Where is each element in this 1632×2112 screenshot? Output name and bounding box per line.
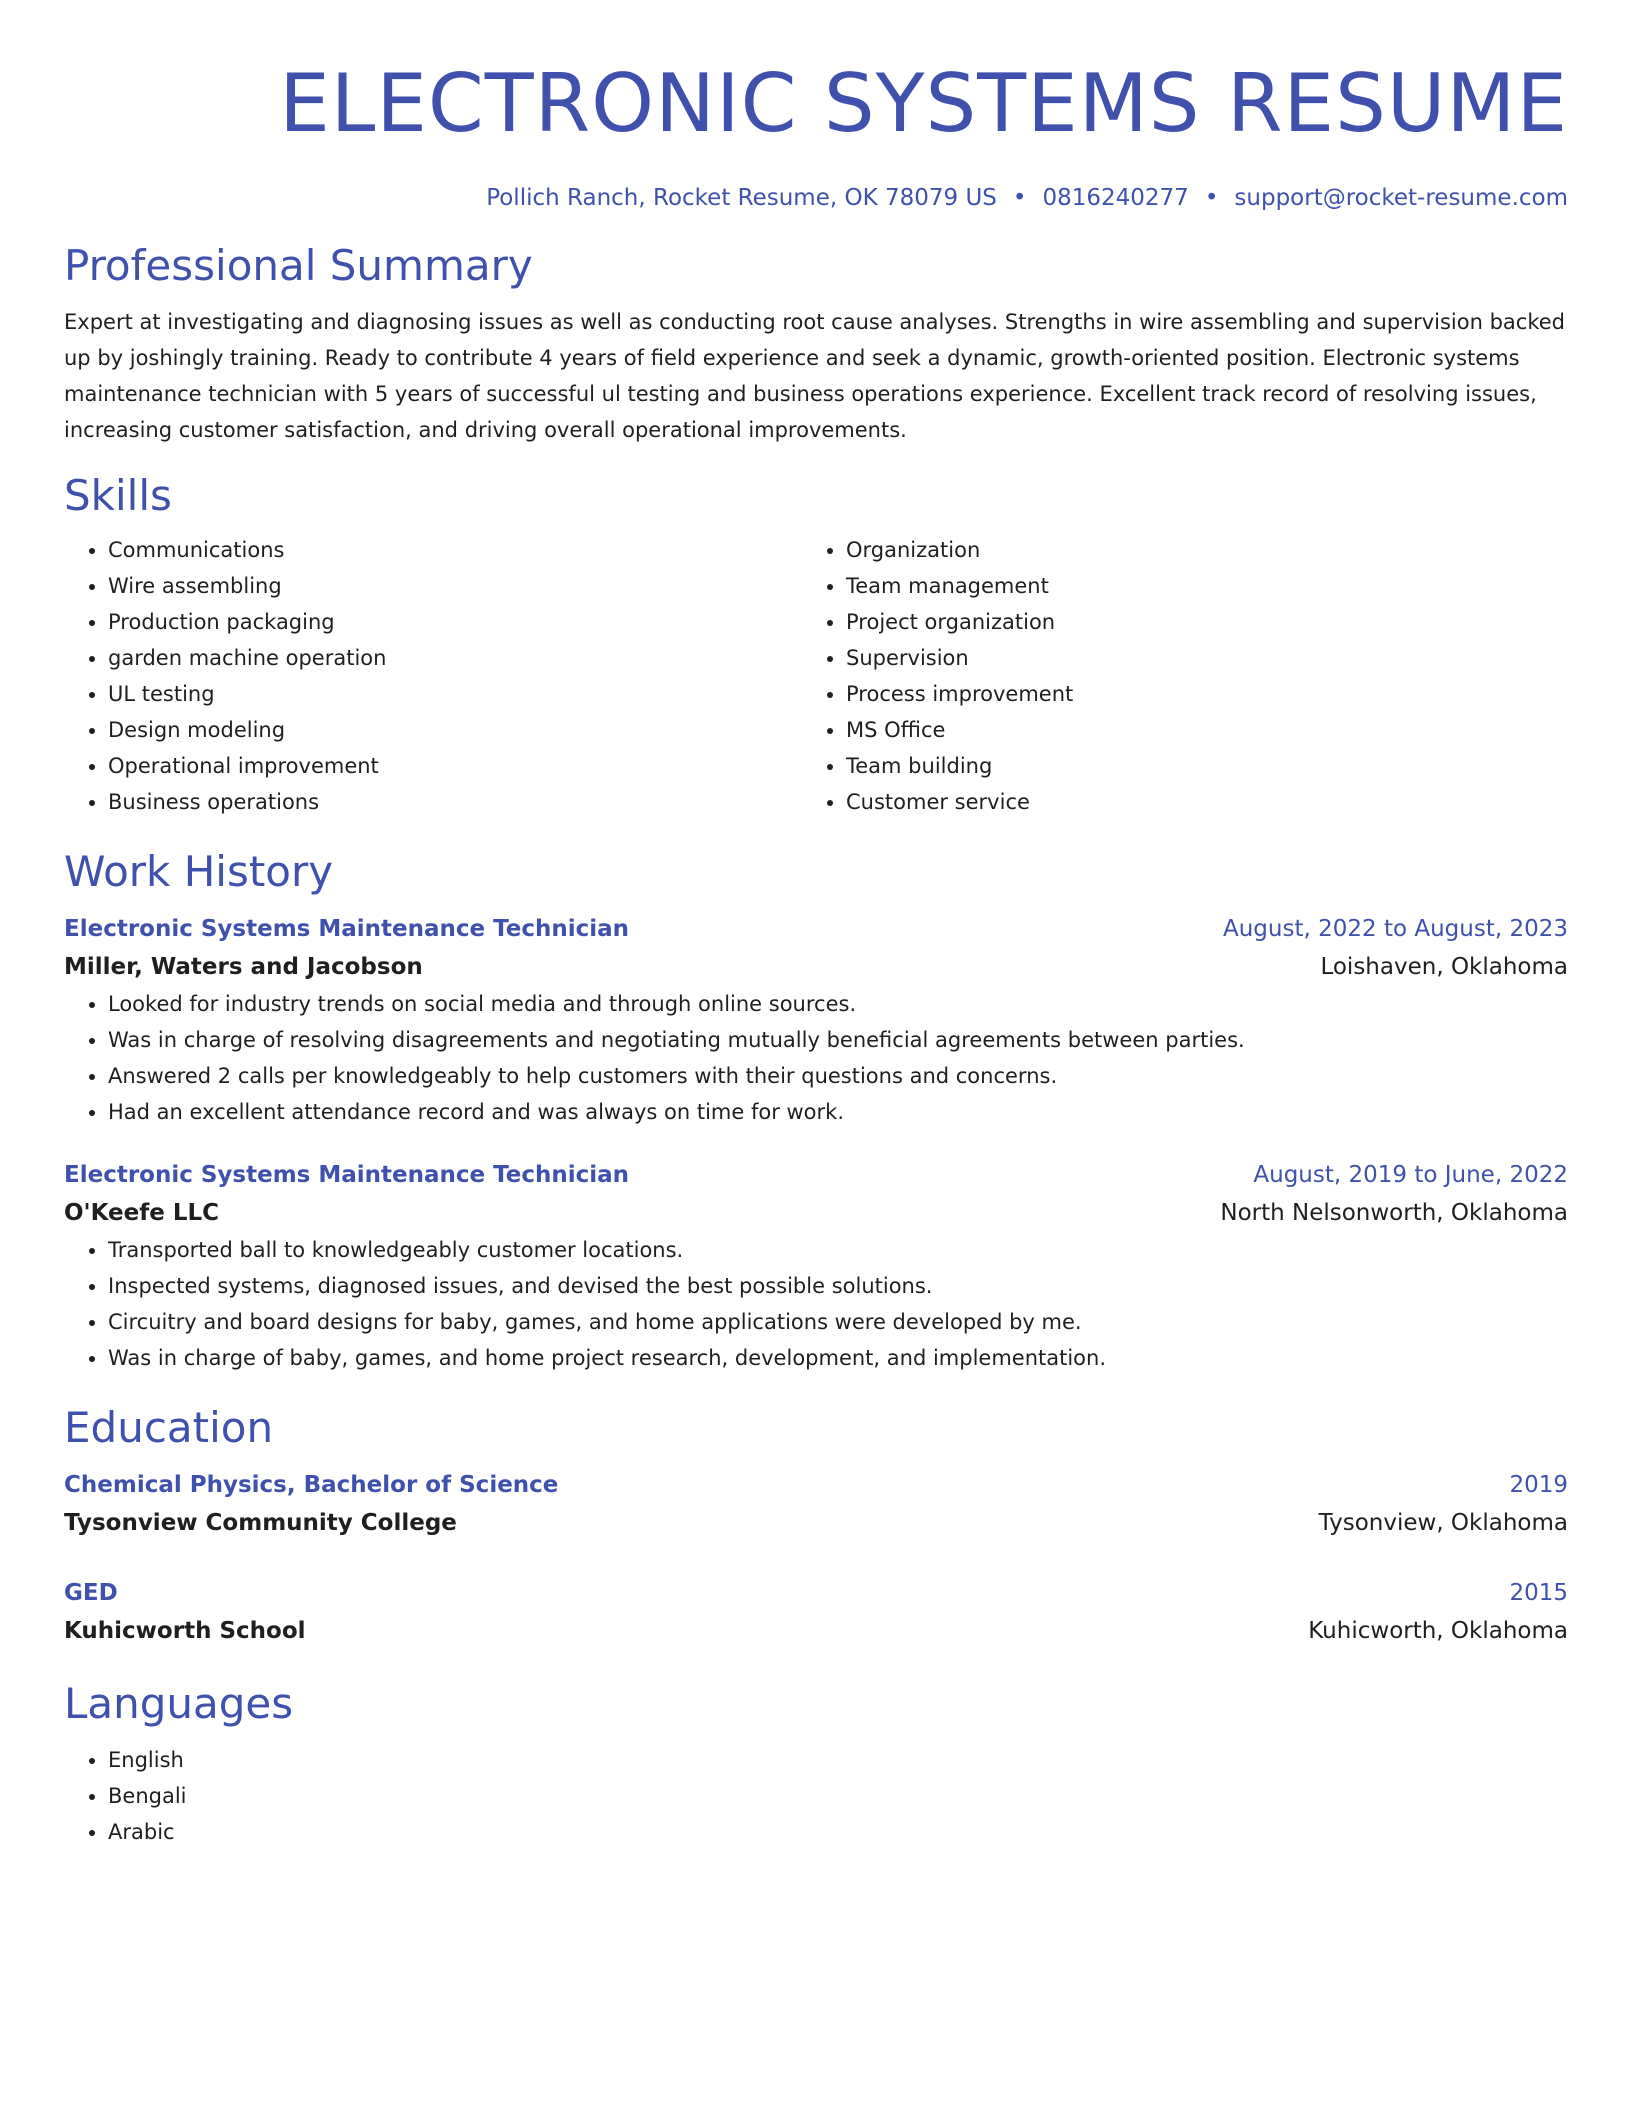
education-heading: Education <box>64 1403 274 1452</box>
language-item: • Bengali <box>108 1778 1568 1814</box>
skill-item: • garden machine operation <box>108 640 802 676</box>
job-bullet: • Answered 2 calls per knowledgeably to help customers with their questions and concerns. <box>108 1058 1568 1094</box>
skill-item: • Communications <box>108 532 802 568</box>
skill-item: • Team management <box>846 568 1540 604</box>
contact-phone: 0816240277 <box>1042 185 1189 211</box>
summary-heading: Professional Summary <box>64 241 533 290</box>
job-title-row <box>64 1156 1568 1194</box>
job-role: Electronic Systems Maintenance Technician <box>64 1162 630 1188</box>
job-bullet: • Circuitry and board designs for baby, games, and home applications were developed by me. <box>108 1304 1568 1340</box>
education-degree: GED <box>64 1580 118 1606</box>
job-location: Loishaven, Oklahoma <box>1320 954 1568 980</box>
skill-item: • Team building <box>846 748 1540 784</box>
job-role: Electronic Systems Maintenance Technician <box>64 916 630 942</box>
job-company-row <box>64 948 1568 986</box>
contact-separator: • <box>1204 185 1219 211</box>
resume-header <box>64 56 1568 214</box>
skill-item: • Design modeling <box>108 712 802 748</box>
summary-section <box>64 240 1568 448</box>
job-location: North Nelsonworth, Oklahoma <box>1220 1200 1568 1226</box>
education-school: Kuhicworth School <box>64 1618 306 1644</box>
job-bullet: • Was in charge of resolving disagreements and negotiating mutually beneficial agreements between parties. <box>108 1022 1568 1058</box>
resume-title: ELECTRONIC SYSTEMS RESUME <box>279 57 1568 150</box>
education-degree-row <box>64 1574 1568 1612</box>
education-degree-row <box>64 1466 1568 1504</box>
skill-item: • Operational improvement <box>108 748 802 784</box>
contact-separator: • <box>1012 185 1027 211</box>
job-bullet: • Had an excellent attendance record and was always on time for work. <box>108 1094 1568 1130</box>
skill-item: • Wire assembling <box>108 568 802 604</box>
skill-item: • Project organization <box>846 604 1540 640</box>
language-item: • Arabic <box>108 1814 1568 1850</box>
skill-item: • Business operations <box>108 784 802 820</box>
job-bullet: • Transported ball to knowledgeably customer locations. <box>108 1232 1568 1268</box>
job-company: Miller, Waters and Jacobson <box>64 954 423 980</box>
job-bullet: • Inspected systems, diagnosed issues, and devised the best possible solutions. <box>108 1268 1568 1304</box>
education-degree: Chemical Physics, Bachelor of Science <box>64 1472 559 1498</box>
education-year: 2019 <box>1509 1472 1568 1498</box>
education-entry <box>64 1574 1568 1650</box>
languages-heading: Languages <box>64 1679 294 1728</box>
job-bullet: • Was in charge of baby, games, and home project research, development, and implementation. <box>108 1340 1568 1376</box>
skills-grid <box>64 532 1568 820</box>
skills-column-left <box>64 532 802 820</box>
education-school-row <box>64 1612 1568 1650</box>
skill-item: • UL testing <box>108 676 802 712</box>
job-bullets <box>64 1232 1568 1376</box>
skill-item: • Organization <box>846 532 1540 568</box>
education-location: Tysonview, Oklahoma <box>1318 1510 1568 1536</box>
job-entry <box>64 1156 1568 1376</box>
education-entry <box>64 1466 1568 1542</box>
contact-line <box>64 182 1568 214</box>
skills-heading: Skills <box>64 471 172 520</box>
education-school-row <box>64 1504 1568 1542</box>
education-location: Kuhicworth, Oklahoma <box>1308 1618 1568 1644</box>
job-dates: August, 2019 to June, 2022 <box>1253 1162 1568 1188</box>
education-school: Tysonview Community College <box>64 1510 457 1536</box>
contact-address: Pollich Ranch, Rocket Resume, OK 78079 US <box>486 185 997 211</box>
summary-text: Expert at investigating and diagnosing issues as well as conducting root cause analyses. Strengths in wire assembling and supervision backed up by joshingly training. Ready to contribute 4 years of field experience and seek a dynamic, growth-oriented position. Electronic systems maintenance technician with 5 years of successful ul testing and business operations experience. Excellent track record of resolving issues, increasing customer satisfaction, and driving overall operational improvements. <box>64 310 1565 442</box>
skill-item: • Process improvement <box>846 676 1540 712</box>
education-year: 2015 <box>1509 1580 1568 1606</box>
skill-item: • MS Office <box>846 712 1540 748</box>
job-company-row <box>64 1194 1568 1232</box>
job-bullets <box>64 986 1568 1130</box>
work-section <box>64 846 1568 1376</box>
job-bullet: • Looked for industry trends on social media and through online sources. <box>108 986 1568 1022</box>
job-title-row <box>64 910 1568 948</box>
skill-item: • Production packaging <box>108 604 802 640</box>
language-item: • English <box>108 1742 1568 1778</box>
skill-item: • Customer service <box>846 784 1540 820</box>
job-company: O'Keefe LLC <box>64 1200 220 1226</box>
skills-list-left <box>64 532 802 820</box>
skill-item: • Supervision <box>846 640 1540 676</box>
skills-list-right <box>802 532 1540 820</box>
skills-section <box>64 470 1568 820</box>
skills-column-right <box>802 532 1540 820</box>
work-heading: Work History <box>64 847 334 896</box>
languages-section <box>64 1678 1568 1850</box>
job-dates: August, 2022 to August, 2023 <box>1223 916 1568 942</box>
education-section <box>64 1402 1568 1650</box>
job-entry <box>64 910 1568 1130</box>
languages-list <box>64 1742 1568 1850</box>
contact-email: support@rocket-resume.com <box>1234 185 1568 211</box>
